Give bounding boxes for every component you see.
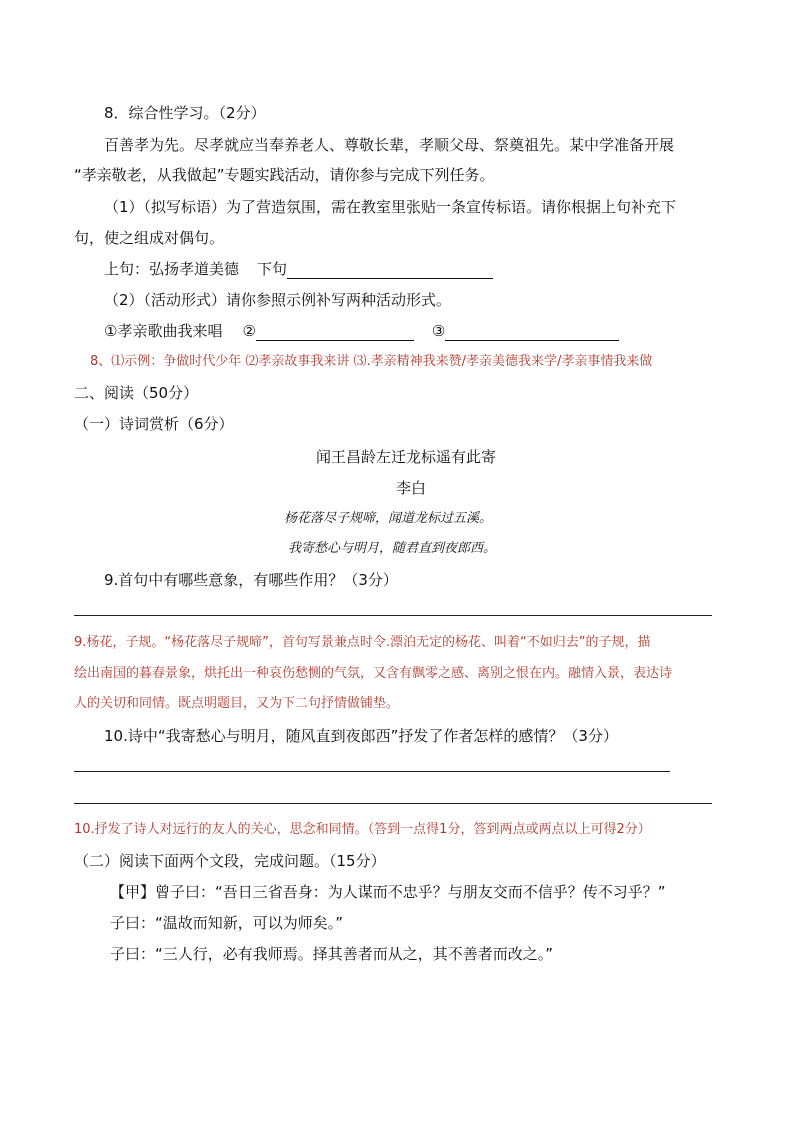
q8-answer: 8、⑴示例：争做时代少年 ⑵孝亲故事我来讲 ⑶.孝亲精神我来赞/孝亲美德我来学/孝亲事情我来做 — [90, 354, 653, 369]
passage-jia: 【甲】曾子曰：“吾日三省吾身：为人谋而不忠乎？与朋友交而不信乎？传不习乎？” — [110, 883, 666, 901]
q8-title: 8．综合性学习。（2分） — [104, 104, 266, 122]
section-reading-title: 二、阅读（50分） — [74, 384, 199, 402]
lower-line-label: 下句 — [257, 260, 288, 278]
poem-section-title: （一）诗词赏析（6分） — [74, 415, 234, 433]
q10-answer-rule-2 — [74, 803, 712, 804]
q9-question: 9.首句中有哪些意象，有哪些作用？（3分） — [104, 571, 398, 589]
q8-task2: （2）（活动形式）请你参照示例补写两种活动形式。 — [104, 291, 452, 309]
q8-activities — [104, 321, 619, 341]
q8-task1-line2: 句，使之组成对偶句。 — [74, 229, 225, 247]
activity-2-marker: ② — [242, 322, 256, 340]
q10-answer: 10.抒发了诗人对远行的友人的关心，思念和同情。（答到一点得1分，答到两点或两点以上可得2分） — [74, 822, 651, 837]
q8-intro-line1: 百善孝为先。尽孝就应当奉养老人、尊敬长辈，孝顺父母、祭奠祖先。某中学准备开展 — [104, 136, 675, 154]
q9-answer-rule — [74, 615, 712, 616]
q8-task1-line1: （1）（拟写标语）为了营造氛围，需在教室里张贴一条宣传标语。请你根据上句补充下 — [104, 198, 677, 216]
q9-answer-line1: 9.杨花，子规。“杨花落尽子规啼”，首句写景兼点时令.漂泊无定的杨花、叫着“不如归去”的子规，描 — [74, 635, 651, 650]
q9-answer-line3: 人的关切和同情。既点明题目，又为下二句抒情做铺垫。 — [74, 696, 400, 711]
activity-example: ①孝亲歌曲我来唱 — [104, 322, 223, 340]
q9-answer-line2: 绘出南国的暮春景象，烘托出一种哀伤愁恻的气氛，又含有飘零之感、离别之恨在内。融情入景，表达诗 — [74, 666, 673, 681]
passage-zi-1: 子曰：“温故而知新，可以为师矣。” — [110, 914, 344, 932]
q10-answer-rule-1 — [74, 771, 670, 772]
q10-question: 10.诗中“我寄愁心与明月，随风直到夜郎西”抒发了作者怎样的感情？（3分） — [104, 727, 618, 745]
passage-zi-2: 子曰：“三人行，必有我师焉。择其善者而从之，其不善者而改之。” — [110, 945, 554, 963]
q8-intro-line2: “孝亲敬老，从我做起”专题实践活动，请你参与完成下列任务。 — [74, 166, 495, 184]
classics-section-title: （二）阅读下面两个文段，完成问题。（15分） — [74, 852, 386, 870]
activity-2-blank[interactable] — [256, 324, 414, 341]
q8-couplet-line — [104, 259, 493, 279]
poem-line-1: 杨花落尽子规啼，闻道龙标过五溪。 — [284, 511, 493, 526]
upper-line-text: 上句：弘扬孝道美德 — [104, 260, 240, 278]
poem-line-2: 我寄愁心与明月，随君直到夜郎西。 — [288, 541, 497, 556]
poem-author: 李白 — [396, 479, 427, 497]
activity-3-blank[interactable] — [445, 324, 619, 341]
activity-3-marker: ③ — [431, 322, 446, 340]
poem-title: 闻王昌龄左迁龙标遥有此寄 — [316, 448, 497, 466]
lower-line-blank[interactable] — [287, 262, 493, 279]
